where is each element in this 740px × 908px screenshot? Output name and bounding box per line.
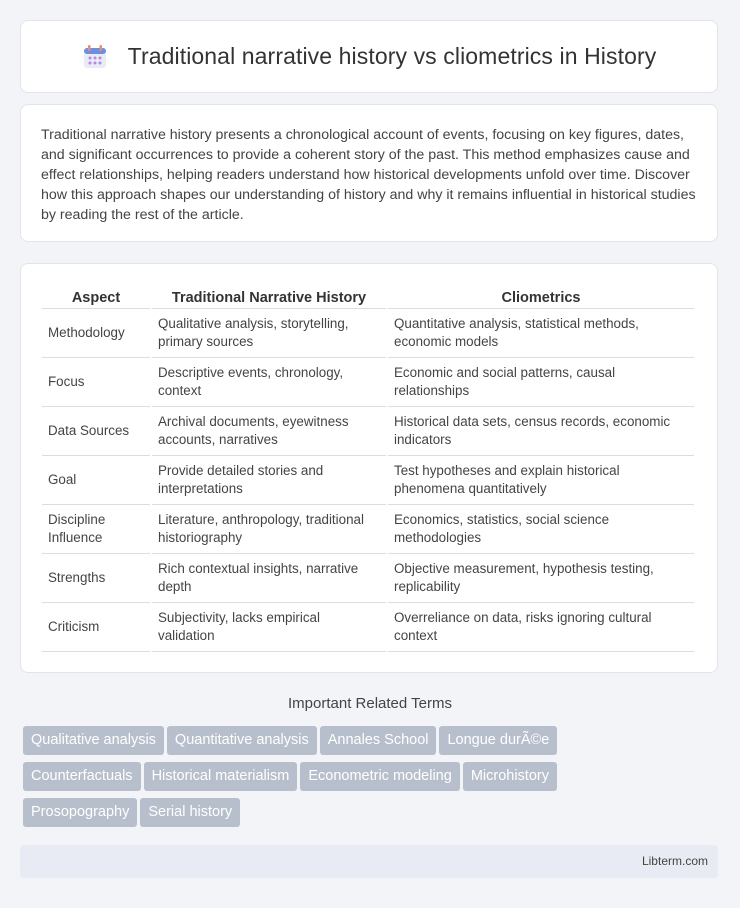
cell-aspect: Strengths [42, 554, 150, 603]
cell-cliometrics: Economic and social patterns, causal relationships [388, 358, 694, 407]
tag-historical-materialism[interactable]: Historical materialism [144, 762, 298, 791]
cell-cliometrics: Historical data sets, census records, economic indicators [388, 407, 694, 456]
tag-annales-school[interactable]: Annales School [320, 726, 437, 755]
page-header [20, 20, 718, 93]
header-traditional: Traditional Narrative History [152, 286, 386, 309]
cell-cliometrics: Test hypotheses and explain historical phenomena quantitatively [388, 456, 694, 505]
related-terms-title: Important Related Terms [288, 695, 452, 712]
table-row [42, 358, 694, 407]
tag-qualitative-analysis[interactable]: Qualitative analysis [23, 726, 164, 755]
cell-aspect: Focus [42, 358, 150, 407]
cell-cliometrics: Economics, statistics, social science methodologies [388, 505, 694, 554]
comparison-card [20, 263, 718, 673]
calendar-icon [82, 44, 108, 70]
tag-longue-duree[interactable]: Longue durÃ©e [439, 726, 557, 755]
intro-card [20, 104, 718, 242]
cell-cliometrics: Overreliance on data, risks ignoring cultural context [388, 603, 694, 652]
tag-prosopography[interactable]: Prosopography [23, 798, 137, 827]
footer-site-link[interactable]: Libterm.com [641, 854, 708, 868]
cell-aspect: Discipline Influence [42, 505, 150, 554]
cell-traditional: Rich contextual insights, narrative depth [152, 554, 386, 603]
cell-traditional: Qualitative analysis, storytelling, primary sources [152, 309, 386, 358]
table-row [42, 505, 694, 554]
cell-cliometrics: Objective measurement, hypothesis testing, replicability [388, 554, 694, 603]
cell-traditional: Literature, anthropology, traditional historiography [152, 505, 386, 554]
table-row [42, 554, 694, 603]
cell-cliometrics: Quantitative analysis, statistical methods, economic models [388, 309, 694, 358]
table-row [42, 456, 694, 505]
tag-counterfactuals[interactable]: Counterfactuals [23, 762, 141, 791]
related-terms-list [23, 726, 723, 834]
cell-aspect: Data Sources [42, 407, 150, 456]
intro-text: Traditional narrative history presents a chronological account of events, focusing on key figures, dates, and significant occurrences to provide a coherent story of the past. This method emphasizes cause and effect relationships, helping readers understand how historical developments unfold over time. Discover how this approach shapes our understanding of history and why it remains influential in historical studies by reading the rest of the article. [41, 127, 696, 223]
tag-microhistory[interactable]: Microhistory [463, 762, 557, 791]
header-cliometrics: Cliometrics [388, 286, 694, 309]
table-row [42, 309, 694, 358]
header-aspect: Aspect [42, 286, 150, 309]
tag-quantitative-analysis[interactable]: Quantitative analysis [167, 726, 317, 755]
cell-aspect: Criticism [42, 603, 150, 652]
footer [20, 845, 718, 878]
table-row [42, 407, 694, 456]
cell-traditional: Archival documents, eyewitness accounts, narratives [152, 407, 386, 456]
page-title: Traditional narrative history vs cliometrics in History [127, 43, 657, 69]
table-row [42, 603, 694, 652]
cell-traditional: Provide detailed stories and interpretations [152, 456, 386, 505]
cell-aspect: Methodology [42, 309, 150, 358]
comparison-table [40, 286, 696, 652]
tag-econometric-modeling[interactable]: Econometric modeling [300, 762, 459, 791]
cell-traditional: Subjectivity, lacks empirical validation [152, 603, 386, 652]
cell-traditional: Descriptive events, chronology, context [152, 358, 386, 407]
cell-aspect: Goal [42, 456, 150, 505]
tag-serial-history[interactable]: Serial history [140, 798, 240, 827]
table-header-row [42, 286, 694, 309]
